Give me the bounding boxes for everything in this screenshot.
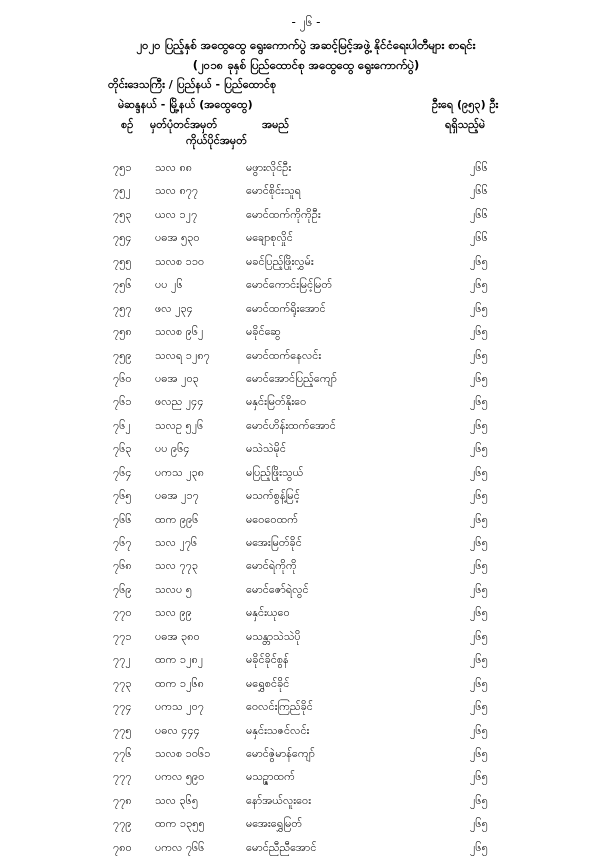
table-row — [0, 161, 612, 184]
row-id: သလ ၂၇၆ — [155, 536, 198, 549]
row-number: ၇၇၂ — [113, 653, 131, 667]
table-row — [0, 349, 612, 372]
row-id: သလစ ၉၆၂ — [155, 325, 204, 339]
document-subtitle: (၂၀၁၈ ခုနှစ် ပြည်ထောင်စု အထွေထွေ ရွေးကောက်ပွဲ) — [192, 58, 420, 72]
row-number: ၇၇၄ — [113, 700, 132, 714]
row-number: ၇၆၇ — [113, 536, 132, 549]
row-name: မပြည့်ဖြိုးသွယ် — [246, 465, 304, 479]
row-name: မချောစုလှိုင် — [246, 231, 293, 245]
candidate-table — [0, 161, 612, 864]
row-id: ပဓအ ၅၃၀ — [155, 231, 200, 245]
row-id: သလစ ၁၀၆၁ — [155, 746, 211, 760]
table-row — [0, 372, 612, 395]
row-number: ၇၇၅ — [113, 723, 132, 737]
row-number: ၇၇၆ — [113, 746, 132, 760]
row-total: ၂၆၅ — [470, 395, 488, 409]
table-row — [0, 184, 612, 207]
table-row — [0, 255, 612, 278]
row-id: ပကလ ၅၉၀ — [155, 770, 205, 784]
row-id: ထက ၁၂၆၈ — [155, 676, 204, 690]
row-total: ၂၆၆ — [470, 231, 488, 245]
column-header-total: ရရှိသည့်မဲ — [445, 118, 486, 131]
row-number: ၇၆၃ — [113, 442, 132, 456]
table-row — [0, 559, 612, 582]
row-id: သလ ၈၈ — [155, 161, 193, 174]
table-row — [0, 794, 612, 817]
row-total: ၂၆၅ — [470, 512, 488, 526]
row-name: မောင်ဇွဲမာန်ကျော် — [246, 746, 315, 760]
row-number: ၇၆၈ — [113, 559, 132, 573]
row-name: မဖွားလိုင်ဦး — [246, 161, 292, 174]
row-name: မသန္တာသဲသဲပို — [246, 629, 301, 643]
row-total: ၂၆၅ — [470, 840, 488, 854]
table-row — [0, 817, 612, 840]
table-row — [0, 513, 612, 536]
table-row — [0, 302, 612, 325]
row-name: မအေးမြတ်ခိုင် — [246, 536, 302, 549]
row-total: ၂၆၆ — [470, 161, 488, 174]
row-name: မောင်ထက်ကိုကိုဦး — [246, 207, 321, 221]
row-name: မဝေဝေထက် — [246, 512, 298, 526]
row-number: ၇၇၉ — [113, 817, 132, 831]
row-id: ပပ ၂၆ — [155, 278, 183, 292]
row-number: ၇၆၆ — [113, 512, 132, 526]
table-row — [0, 630, 612, 653]
region-label: တိုင်းဒေသကြီး / ပြည်နယ် - ပြည်ထောင်စု — [108, 78, 277, 91]
row-total: ၂၆၅ — [470, 301, 488, 315]
row-total: ၂၆၅ — [470, 676, 488, 690]
row-number: ၇၅၆ — [113, 278, 132, 292]
row-number: ၇၆၁ — [113, 395, 132, 409]
row-id: ပကသ ၂၃၈ — [155, 465, 205, 479]
row-total: ၂၆၅ — [470, 278, 488, 292]
row-total: ၂၆၅ — [470, 559, 488, 573]
table-row — [0, 724, 612, 747]
table-row — [0, 231, 612, 254]
row-name: မခင်ပြည့်ဖြိုးလွှမ်း — [246, 254, 314, 268]
row-total: ၂၆၅ — [470, 746, 488, 760]
row-total: ၂၆၅ — [470, 465, 488, 479]
row-total: ၂၆၅ — [470, 629, 488, 643]
table-row — [0, 489, 612, 512]
row-id: ထက ၉၉၆ — [155, 512, 199, 526]
table-row — [0, 583, 612, 606]
row-name: မောင်ထက်ရိုးအောင် — [246, 301, 326, 315]
row-name: မခိုင်ခိုင်စွန် — [246, 653, 289, 667]
row-name: မနှင်းသဇင်လင်း — [246, 723, 310, 737]
row-number: ၇၇၁ — [113, 629, 132, 643]
constituency-label: မဲဆန္ဒနယ် - မြို့နယ် (အထွေထွေ) — [118, 98, 253, 111]
row-number: ၇၅၈ — [113, 325, 132, 339]
row-id: ပဓလ ၄၄၄ — [155, 723, 200, 737]
row-total: ၂၆၅ — [470, 793, 488, 807]
row-name: မသဉ္ဇာထက် — [246, 770, 295, 784]
row-number: ၇၅၇ — [113, 301, 132, 315]
row-number: ၇၅၂ — [113, 184, 131, 198]
row-number: ၇၆၉ — [113, 582, 132, 596]
column-header-id: မှတ်ပုံတင်အမှတ် — [150, 118, 218, 131]
table-row — [0, 747, 612, 770]
row-total: ၂၆၅ — [470, 723, 488, 737]
row-number: ၇၅၃ — [113, 207, 132, 221]
row-name: မသက်စွန့်မြင့် — [246, 489, 300, 503]
row-id: သလ ၃၆၅ — [155, 793, 199, 807]
row-total: ၂၆၅ — [470, 371, 488, 385]
row-name: မနှင်းမြတ်နိုးဝေ — [246, 395, 307, 409]
table-row — [0, 442, 612, 465]
row-number: ၇၇၇ — [113, 770, 132, 784]
row-name: ဝေလင်းကြည်ခိုင် — [246, 700, 313, 714]
column-header-id-line2: ကိုယ်ပိုင်အမှတ် — [186, 134, 247, 147]
row-total: ၂၆၅ — [470, 770, 488, 784]
row-id: ပဓအ ၃၈၀ — [155, 629, 200, 643]
row-total: ၂၆၆ — [470, 184, 488, 198]
table-row — [0, 536, 612, 559]
row-id: သလ ၇၇၃ — [155, 559, 199, 573]
row-id: ပကသ ၂၀၇ — [155, 700, 204, 714]
row-total: ၂၆၅ — [470, 536, 488, 549]
row-id: သလ ၉၉ — [155, 606, 192, 620]
row-name: မောင်ရဲကိုကို — [246, 559, 297, 573]
row-total: ၂၆၅ — [470, 442, 488, 456]
table-row — [0, 653, 612, 676]
column-header-name: အမည် — [262, 118, 290, 131]
row-id: ဖလည ၂၄၄ — [155, 395, 204, 409]
row-name: မောင်ထက်နေလင်း — [246, 348, 322, 362]
row-name: မောင်ကောင်းမြင့်မြတ် — [246, 278, 333, 292]
row-name: နော်အယ်လူးဝေး — [246, 793, 312, 807]
table-row — [0, 419, 612, 442]
row-number: ၇၅၅ — [113, 254, 132, 268]
row-total: ၂၆၅ — [470, 325, 488, 339]
row-id: ပပ ၉၆၄ — [155, 442, 190, 456]
row-number: ၇၆၅ — [113, 489, 132, 503]
row-number: ၇၅၉ — [113, 348, 132, 362]
row-id: သလပ ၅ — [155, 582, 192, 596]
row-number: ၇၅၄ — [113, 231, 132, 245]
table-row — [0, 841, 612, 864]
row-id: ပကလ ၇၆၆ — [155, 840, 205, 854]
row-total: ၂၆၅ — [470, 817, 488, 831]
row-number: ၇၇၀ — [113, 606, 132, 620]
row-total: ၂၆၅ — [470, 254, 488, 268]
row-id: သလစ ၁၁၀ — [155, 254, 205, 268]
row-total: ၂၆၅ — [470, 418, 488, 432]
row-name: မခိုင်ဆွေ — [246, 325, 281, 339]
row-number: ၇၆၀ — [113, 371, 132, 385]
row-number: ၇၇၈ — [113, 793, 132, 807]
row-id: ပဓအ ၂၁၇ — [155, 489, 199, 503]
table-row — [0, 466, 612, 489]
row-number: ၇၈၀ — [113, 840, 132, 854]
row-name: မောင်ဇော်ရဲလွင် — [246, 582, 309, 596]
row-id: ထက ၁၃၅၅ — [155, 817, 205, 831]
row-total: ၂၆၅ — [470, 653, 488, 667]
row-number: ၇၆၄ — [113, 465, 132, 479]
row-name: မောင်ဟိန်းထက်အောင် — [246, 418, 336, 432]
row-number: ၇၆၂ — [113, 418, 131, 432]
row-total: ၂၆၆ — [470, 207, 488, 221]
table-row — [0, 325, 612, 348]
row-total: ၂၆၅ — [470, 489, 488, 503]
row-total: ၂၆၅ — [470, 348, 488, 362]
table-row — [0, 278, 612, 301]
column-header-number: စဉ် — [121, 118, 134, 131]
row-name: မနှင်းယုဝေ — [246, 606, 290, 620]
row-id: ပဓအ ၂၀၃ — [155, 371, 199, 385]
row-name: မောင်ညီညီအောင် — [246, 840, 317, 854]
document-title: ၂၀၂၀ ပြည့်နှစ် အထွေထွေ ရွေးကောက်ပွဲ အဆင့်မြင့်အဖွဲ့ နိုင်ငံရေးပါတီများ စာရင်း — [136, 38, 476, 52]
table-row — [0, 677, 612, 700]
table-row — [0, 700, 612, 723]
row-name: မရွှေစင်ခိုင် — [246, 676, 290, 690]
row-name: မသဲသဲမိုင် — [246, 442, 286, 456]
row-number: ၇၇၃ — [113, 676, 132, 690]
row-id: ဖလ ၂၃၄ — [155, 301, 193, 315]
row-total: ၂၆၅ — [470, 606, 488, 620]
row-id: ထက ၁၂၈၂ — [155, 653, 204, 667]
table-row — [0, 770, 612, 793]
row-id: သလရ ၁၂၈၇ — [155, 348, 210, 362]
row-id: သလ ၈၇၇ — [155, 184, 199, 198]
page-number: - ၂၆ - — [291, 15, 321, 29]
row-total: ၂၆၅ — [470, 582, 488, 596]
row-id: သလဥ ၅၂၆ — [155, 418, 204, 432]
row-name: မောင်စိုင်းသူရ — [246, 184, 301, 198]
row-name: မောင်အောင်ပြည့်ကျော် — [246, 371, 337, 385]
table-row — [0, 395, 612, 418]
table-row — [0, 208, 612, 231]
table-row — [0, 606, 612, 629]
total-count-label: ဦးရေ (၉၅၃) ဦး — [432, 98, 499, 111]
row-id: ယလ ၁၂၇ — [155, 207, 198, 221]
row-number: ၇၅၁ — [113, 161, 132, 174]
row-name: မအေးရွှေမြတ် — [246, 817, 303, 831]
row-total: ၂၆၅ — [470, 700, 488, 714]
